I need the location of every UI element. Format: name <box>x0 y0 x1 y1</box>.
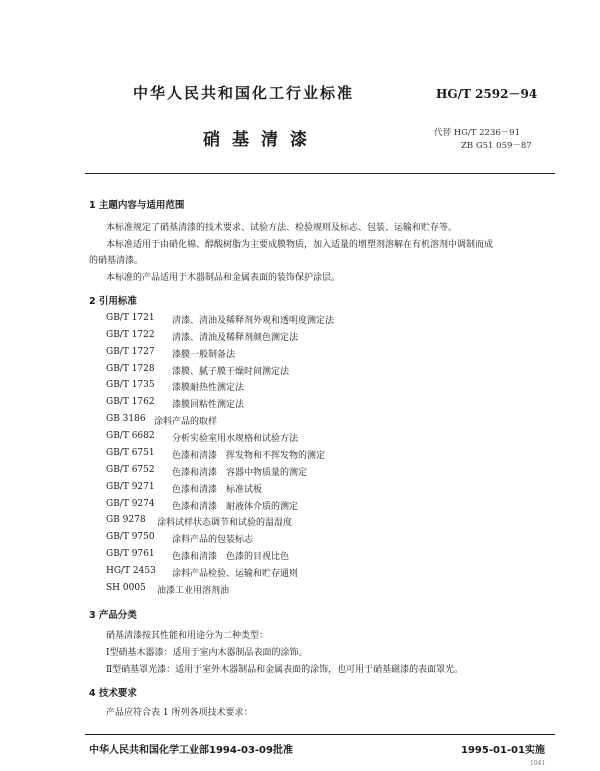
ref-code: HG/T 2453 <box>106 566 156 576</box>
ref-code: GB/T 6751 <box>106 448 155 458</box>
ref-code: GB/T 1762 <box>106 397 155 407</box>
ref-code: GB/T 6682 <box>106 431 155 441</box>
approval-note: 中华人民共和国化学工业部1994-03-09批准 <box>89 745 293 756</box>
ref-title: 漆膜一般制备法 <box>172 350 236 360</box>
replaces-line-1: 代替 HG/T 2236－91 <box>434 128 521 138</box>
section-1-paragraph-1: 本标准规定了硝基清漆的技术要求、试验方法、检验规则及标志、包装、运输和贮存等。 <box>106 223 458 233</box>
bottom-divider <box>85 734 555 735</box>
ref-title: 涂料产品的包装标志 <box>172 535 254 545</box>
ref-title: 漆膜回粘性测定法 <box>172 400 245 410</box>
ref-code: GB/T 1728 <box>106 364 155 374</box>
standard-category-title: 中华人民共和国化工行业标准 <box>133 84 355 102</box>
ref-title: 色漆和清漆 标准试板 <box>172 485 263 495</box>
ref-code: GB/T 9761 <box>106 549 155 559</box>
section-1-paragraph-2-cont: 的硝基清漆。 <box>89 256 144 266</box>
ref-code: GB/T 6752 <box>106 465 155 475</box>
section-1-heading: 1 主题内容与适用范围 <box>89 200 185 211</box>
ref-code: GB/T 1721 <box>106 313 155 323</box>
replaces-line-2: ZB G51 059－87 <box>461 141 532 151</box>
section-4-heading: 4 技术要求 <box>89 688 137 699</box>
ref-code: GB/T 1735 <box>106 380 155 390</box>
ref-title: 清漆、清油及稀释剂外观和透明度测定法 <box>172 316 335 326</box>
page-number: 1041 <box>530 760 546 767</box>
ref-title: 色漆和清漆 挥发物和不挥发物的测定 <box>172 451 326 461</box>
document-title: 硝基清漆 <box>203 130 319 150</box>
ref-title: 涂料试样状态调节和试验的温湿度 <box>157 518 293 528</box>
section-1-paragraph-2: 本标准适用于由硝化棉、醇酸树脂为主要成膜物质，加入适量的增塑剂溶解在有机溶剂中调制而成 <box>106 240 494 250</box>
section-1-paragraph-3: 本标准的产品适用于木器制品和金属表面的装饰保护涂层。 <box>106 273 341 283</box>
ref-title: 漆膜、腻子膜干燥时间测定法 <box>172 367 290 377</box>
ref-title: 涂料产品检验、运输和贮存通则 <box>172 569 299 579</box>
ref-code: GB 9278 <box>106 515 146 525</box>
section-3-type-2: Ⅱ型硝基罩光漆：适用于室外木器制品和金属表面的涂饰，也可用于硝基磁漆的表面罩光。 <box>106 665 464 675</box>
ref-code: GB 3186 <box>106 414 146 424</box>
ref-code: GB/T 1727 <box>106 347 155 357</box>
ref-title: 漆膜耐热性测定法 <box>172 383 245 393</box>
ref-code: GB/T 9750 <box>106 532 155 542</box>
top-divider <box>85 173 555 174</box>
ref-code: GB/T 9274 <box>106 499 155 509</box>
ref-code: SH 0005 <box>106 583 146 593</box>
ref-code: GB/T 9271 <box>106 482 155 492</box>
ref-title: 色漆和清漆 容器中物质量的测定 <box>172 468 308 478</box>
ref-title: 分析实验室用水规格和试验方法 <box>172 434 299 444</box>
ref-code: GB/T 1722 <box>106 330 155 340</box>
ref-title: 油漆工业用溶剂油 <box>157 586 230 596</box>
section-3-paragraph-1: 硝基清漆按其性能和用途分为二种类型： <box>106 631 269 641</box>
section-4-paragraph-1: 产品应符合表 1 所列各项技术要求： <box>106 708 253 718</box>
ref-title: 色漆和清漆 耐液体介质的测定 <box>172 502 299 512</box>
section-3-type-1: Ⅰ型硝基木器漆：适用于室内木器制品表面的涂饰。 <box>106 648 308 658</box>
ref-title: 清漆、清油及稀释剂颜色测定法 <box>172 333 299 343</box>
ref-title: 涂料产品的取样 <box>154 417 218 427</box>
ref-title: 色漆和清漆 色漆的目视比色 <box>172 552 290 562</box>
section-2-heading: 2 引用标准 <box>89 296 137 307</box>
section-3-heading: 3 产品分类 <box>89 610 137 621</box>
implementation-date: 1995-01-01实施 <box>461 745 545 756</box>
standard-code: HG/T 2592－94 <box>436 87 538 101</box>
